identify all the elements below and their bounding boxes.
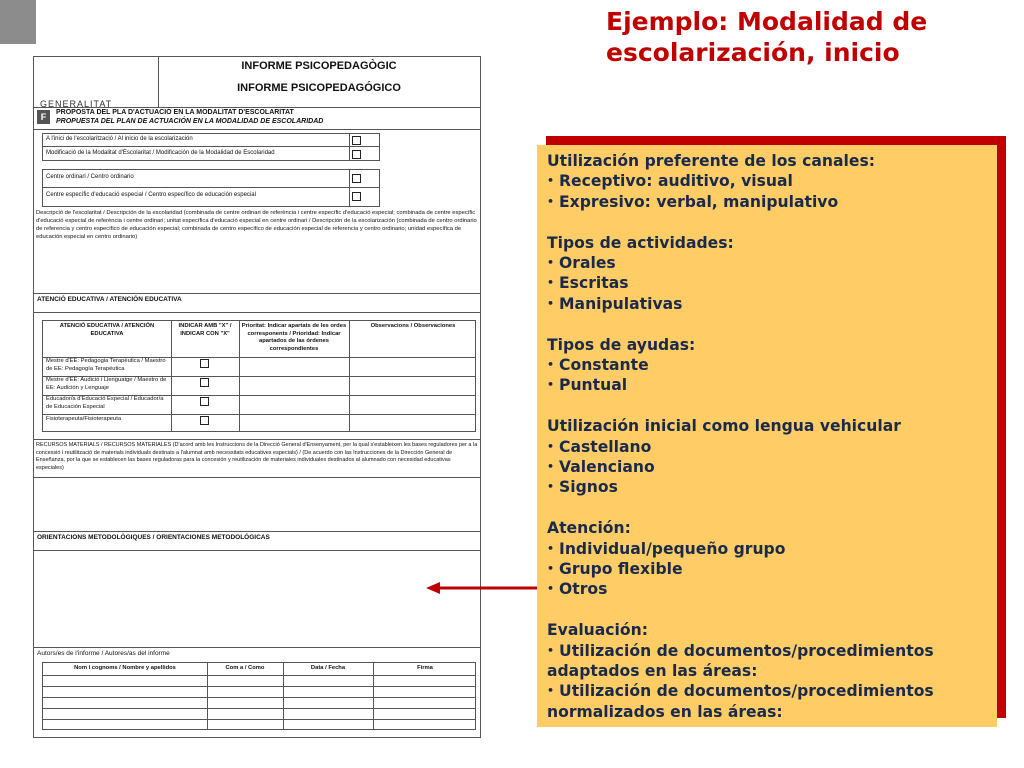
checkbox[interactable] [352,150,361,159]
divider [34,647,480,648]
group-heading: Utilización inicial como lengua vehicular [547,417,901,436]
logo-text: GENERALITAT [40,99,113,107]
timing-options [42,133,380,161]
list-item: • Orales [547,253,987,273]
table-header: Observacions / Observaciones [370,323,456,329]
divider [34,312,480,313]
divider [34,531,480,532]
table-header: Com a / Como [225,665,265,671]
option-label: Centre ordinari / Centro ordinario [46,174,134,180]
table-row-label: Mestre d'EE: Audició i Llenguatge / Maestro de EE: Audición y Lenguaje [46,377,167,391]
divider [34,550,480,551]
orientations-title: ORIENTACIONS METODOLÒGIQUES / ORIENTACIONES METODOLÓGICAS [37,534,270,541]
list-item: • Valenciano [547,457,987,477]
option-row [43,170,379,188]
option-label: Modificació de la Modalitat d'Escolaritat / Modificación de la Modalidad de Escolaridad [46,150,275,156]
list-item: • Signos [547,477,987,497]
authors-table [42,662,476,730]
table-row-label: Educador/a d'Educació Especial / Educador/a de Educación Especial [46,396,164,410]
checkbox[interactable] [200,397,209,406]
panel-group [547,233,987,315]
section-title-valencian: PROPOSTA DEL PLA D'ACTUACIÓ EN LA MODALITAT D'ESCOLARITAT [56,109,294,116]
checkbox[interactable] [200,416,209,425]
panel-group [547,335,987,396]
divider [34,293,480,294]
list-item: • Utilización de documentos/procedimientos normalizados en las áreas: [547,681,987,722]
divider [34,477,480,478]
group-heading: Utilización preferente de los canales: [547,152,875,170]
list-item: • Receptivo: auditivo, visual [547,171,987,191]
panel-group [547,518,987,600]
slide-title: Ejemplo: Modalidad de escolarización, inicio [606,7,928,67]
table-row-line [43,686,475,687]
table-row-line [43,719,475,720]
table-row-line [43,414,475,415]
table-row-line [43,697,475,698]
table-header: ATENCIÓ EDUCATIVA / ATENCIÓN EDUCATIVA [59,323,155,337]
section-title-spanish: PROPUESTA DEL PLAN DE ACTUACIÓN EN LA MODALIDAD DE ESCOLARIDAD [56,118,324,125]
list-item: • Utilización de documentos/procedimientos adaptados en las áreas: [547,641,987,682]
authors-title: Autors/es de l'informe / Autores/as del informe [37,650,170,657]
checkbox[interactable] [352,174,361,183]
checkbox[interactable] [200,359,209,368]
arrow-left-icon [426,581,540,595]
group-heading: Atención: [547,519,631,538]
option-row [43,148,379,161]
table-header: Prioritat: Indicar apartats de les ordes corresponents / Prioridad: Indicar apartados de las órdenes correspondientes [241,323,347,352]
table-row-label: Fisioterapeuta/Fisioterapeuta [46,416,122,422]
table-header: Nom i cognoms / Nombre y apellidos [74,665,176,671]
list-item: • Constante [547,355,987,375]
panel-group [547,416,987,498]
list-item: • Puntual [547,375,987,395]
table-row-line [43,708,475,709]
option-row [43,188,379,207]
section-f-header [34,107,480,130]
resources-text: RECURSOS MATERIALS / RECURSOS MATERIALES (D'acord amb les Instruccions de la Direcció General d'Ensenyament, per la qual s'estableixen les bases reguladores per a la concessió i reutilització de materials individuals destinats a l'alumnat amb necessitats educatives especials) / (De acuerdo con las Instrucciones de la Dirección General de Enseñanza, por la que se establecen las bases reguladoras para la concesión y reutilización de materiales individuales destinados al alumnado con necesidad educativas especiales) [36,442,478,471]
form-header [34,57,480,108]
table-row-line [43,675,475,676]
group-heading: Evaluación: [547,621,648,640]
table-header: INDICAR AMB "X" / INDICAR CON "X" [178,323,232,337]
list-item: • Manipulativas [547,294,987,314]
checkbox[interactable] [352,136,361,145]
checkbox[interactable] [200,378,209,387]
annotation-panel [537,145,997,727]
schooling-description: Descripció de l'escolaritat / Descripción de la escolaridad (combinada de centre ordinari de referència i centre específic d'educació especial; combinada de centre específic d'educació especial de referència i centre ordinari; unitat específica d'educació especial en centre ordinari / Descripción de la escolarización (combinada de centro ordinario de referencia y centro específico de educación especial; combinada de centro específico de educación especial de referencia y centro ordinario; unidad específica de educación especial en centro ordinario) [36,210,477,240]
attention-table [42,320,476,432]
option-label: Centre específic d'educació especial / Centro específico de educación especial [46,192,256,198]
table-header: Firma [417,665,433,671]
group-heading: Tipos de actividades: [547,233,734,252]
list-item: • Expresivo: verbal, manipulativo [547,192,987,212]
list-item: • Castellano [547,437,987,457]
table-row-label: Mestre d'EE: Pedagogia Terapèutica / Maestro de EE: Pedagogía Terapéutica [46,358,166,372]
panel-group [547,620,987,722]
table-header: Data / Fecha [310,665,346,671]
header-title-spanish: INFORME PSICOPEDAGÓGICO [237,82,401,94]
group-heading: Tipos de ayudas: [547,335,696,354]
section-letter: F [37,110,50,124]
list-item: • Otros [547,579,987,599]
list-item: • Individual/pequeño grupo [547,539,987,559]
center-options [42,169,380,207]
attention-title: ATENCIÓ EDUCATIVA / ATENCIÓN EDUCATIVA [37,296,182,303]
divider [34,439,480,440]
list-item: • Escritas [547,273,987,293]
corner-decoration [0,0,36,44]
list-item: • Grupo flexible [547,559,987,579]
option-row [43,134,379,147]
generalitat-logo [34,57,159,107]
option-label: A l'inici de l'escolarització / Al inicio de la escolarización [46,136,193,142]
psychopedagogical-form [33,56,481,738]
panel-group [547,151,987,212]
header-title-valencian: INFORME PSICOPEDAGÒGIC [241,60,397,72]
checkbox[interactable] [352,192,361,201]
